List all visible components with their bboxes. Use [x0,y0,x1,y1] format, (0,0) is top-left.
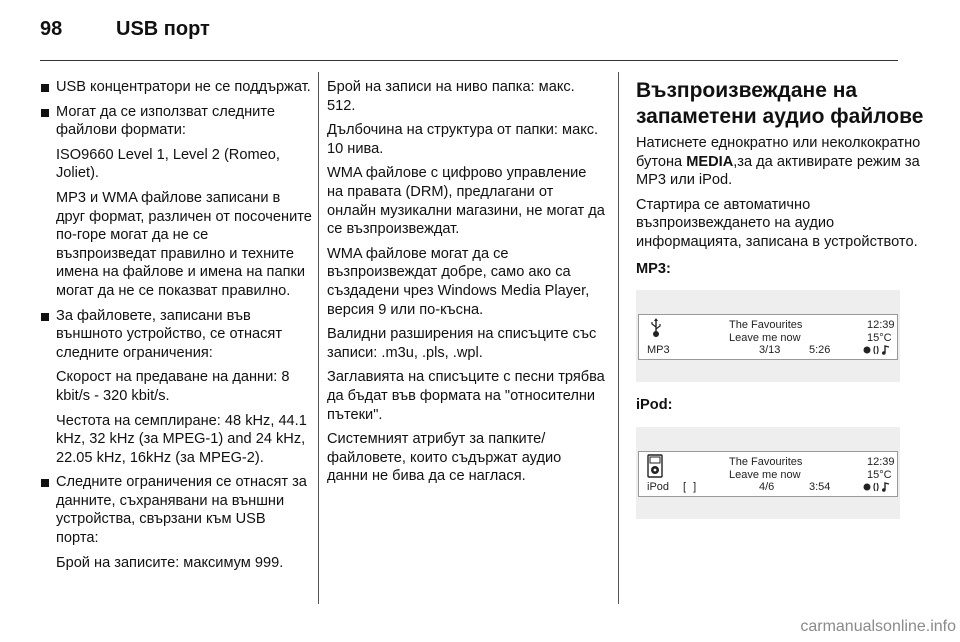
mp3-label: MP3: [636,260,671,277]
column-1 [40,78,312,578]
paragraph: Стартира се автоматично възпроизвеждането на аудио информацията, записана в устройството. [636,196,918,250]
paragraph-text: Натиснете еднократно или неколкократно бутона [636,135,921,170]
screen-source: MP3 [647,344,670,357]
ipod-display-screen [638,451,898,497]
paragraph: Честота на семплиране: 48 kHz, 44.1 kHz, 32 kHz (за MPEG-1) and 24 kHz, 22.05 kHz, 16kHz (за MPEG-2). [56,412,307,466]
paragraph: MP3 и WMA файлове записани в друг формат, различен от посочените по-горе могат да не се възпроизведат правилно и техните имена на файлове и имена на папки могат да не се показват правилно. [56,189,312,299]
header-rule [40,60,898,61]
paragraph: Дълбочина на структура от папки: макс. 10 нива. [327,122,599,157]
page-title: USB порт [116,18,210,40]
paragraph: Системният атрибут за папките/файловете, които съдържат аудио данни не бива да се наглася. [327,431,562,485]
screen-time: 12:39 [867,455,895,468]
status-icons [863,481,893,497]
paragraph: Брой на записи на ниво папка: макс. 512. [327,79,575,114]
ipod-display-figure [636,427,900,519]
page-number: 98 [40,18,63,40]
status-symbols-icon [863,481,893,493]
status-symbols-icon [863,344,893,356]
screen-counter: 4/6 [759,480,775,493]
bullet-item: Следните ограничения се отнасят за данните, съхранявани на външни устройства, свързани към USB порта: [40,473,312,547]
screen-title: The Favourites [729,455,803,468]
screen-duration: 3:54 [809,480,831,493]
paragraph: Заглавията на списъците с песни трябва да бъдат във формата на "относителни пътеки". [327,369,605,423]
status-icons [863,344,893,360]
watermark: carmanualsonline.info [800,618,956,635]
column-divider [618,72,619,604]
screen-track: Leave me now [729,468,801,481]
screen-time: 12:39 [867,319,895,332]
screen-temperature: 15°C [867,468,892,481]
bullet-item: USB концентратори не се поддържат. [40,78,312,97]
screen-title: The Favourites [729,319,803,332]
paragraph: WMA файлове с цифрово управление на правата (DRM), предлагани от онлайн музикални магазини, не могат да се възпроизвеждат. [327,165,605,238]
column-divider [318,72,319,604]
bullet-item: За файловете, записани във външното устройство, се отнасят следните ограничения: [40,307,312,363]
screen-counter: 3/13 [759,344,781,357]
screen-brackets: [ ] [683,480,699,493]
section-title: Възпроизвеждане на запаметени аудио файлове [636,79,924,128]
column-2 [327,78,605,492]
mp3-display-figure [636,290,900,382]
page-header [40,18,210,41]
screen-source: iPod [647,480,670,493]
screen-temperature: 15°C [867,332,892,345]
paragraph [636,134,936,190]
column-3 [636,78,936,533]
ipod-label: iPod: [636,397,673,414]
paragraph-text: ,за да активирате режим за MP3 или iPod. [636,153,920,189]
mp3-display-screen [638,314,898,360]
paragraph: Скорост на предаване на данни: 8 kbit/s - 320 kbit/s. [56,369,290,404]
screen-track: Leave me now [729,332,801,345]
usb-icon [649,318,663,338]
screen-duration: 5:26 [809,344,831,357]
paragraph: Брой на записите: максимум 999. [56,554,284,571]
media-button-label: MEDIA [686,153,734,170]
paragraph: ISO9660 Level 1, Level 2 (Romeo, Joliet). [56,146,280,182]
ipod-icon [647,454,663,478]
paragraph: WMA файлове могат да се възпроизвеждат добре, само ако са създадени чрез Windows Media Player, версия 9 или по-късна. [327,245,590,318]
bullet-item: Могат да се използват следните файлови формати: [40,103,312,140]
paragraph: Валидни разширения на списъците със записи: .m3u, .pls, .wpl. [327,326,597,361]
